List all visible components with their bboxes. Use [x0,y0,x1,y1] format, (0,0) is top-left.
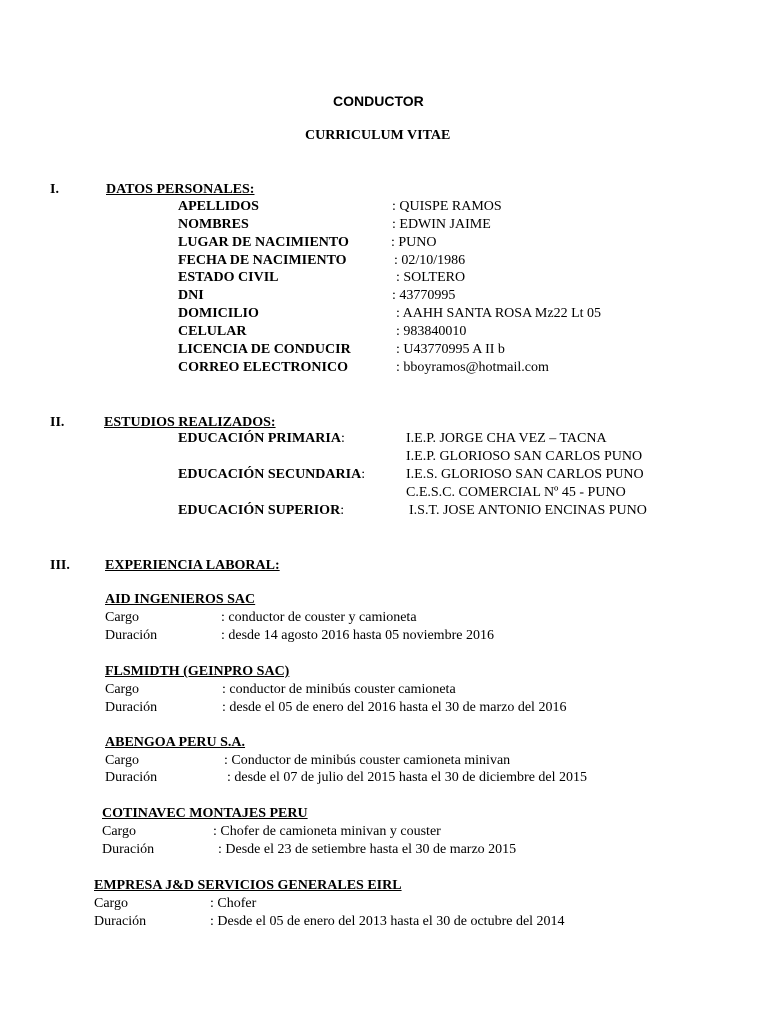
job-cargo-label: Cargo [105,610,139,625]
field-value-dni: : 43770995 [392,288,456,303]
section-numeral-1: I. [50,182,59,197]
field-value-estado-civil: : SOLTERO [396,270,466,285]
field-label-nombres: NOMBRES [178,217,249,232]
field-value-fecha-nacimiento: : 02/10/1986 [394,253,466,268]
field-value-licencia: : U43770995 A II b [396,342,505,357]
job-duracion-label: Duración [102,842,155,857]
job-cargo-value: : Chofer de camioneta minivan y couster [213,824,441,839]
job-cargo-label: Cargo [105,682,139,697]
job-company: COTINAVEC MONTAJES PERU [102,806,308,821]
job-cargo-value: : conductor de minibús couster camioneta [222,682,456,697]
field-value-domicilio: : AAHH SANTA ROSA Mz22 Lt 05 [396,306,602,321]
job-duracion-label: Duración [105,770,158,785]
document-subtitle: CURRICULUM VITAE [305,128,451,143]
section-heading-datos-personales: DATOS PERSONALES: [106,182,255,197]
field-value-correo: : bboyramos@hotmail.com [396,360,549,375]
field-value-nombres: : EDWIN JAIME [392,217,491,232]
section-numeral-2: II. [50,415,65,430]
field-label-estado-civil: ESTADO CIVIL [178,270,279,285]
job-duracion-value: : desde el 07 de julio del 2015 hasta el 30 de diciembre del 2015 [227,770,588,785]
job-cargo-label: Cargo [94,896,128,911]
job-company: ABENGOA PERU S.A. [105,735,246,750]
edu-superior-school-1: I.S.T. JOSE ANTONIO ENCINAS PUNO [409,503,647,518]
job-duracion-value: : Desde el 05 de enero del 2013 hasta el 30 de octubre del 2014 [210,914,565,929]
edu-primaria-label: EDUCACIÓN PRIMARIA [178,431,341,446]
field-label-licencia: LICENCIA DE CONDUCIR [178,342,351,357]
field-value-lugar-nacimiento: : PUNO [391,235,437,250]
edu-primaria-school-2: I.E.P. GLORIOSO SAN CARLOS PUNO [406,449,643,464]
section-heading-experiencia: EXPERIENCIA LABORAL: [105,558,280,573]
edu-secundaria-school-1: I.E.S. GLORIOSO SAN CARLOS PUNO [406,467,644,482]
job-duracion-value: : desde 14 agosto 2016 hasta 05 noviembre 2016 [221,628,494,643]
edu-superior-colon: : [340,503,345,518]
job-cargo-value: : conductor de couster y camioneta [221,610,417,625]
job-cargo-label: Cargo [102,824,136,839]
field-value-apellidos: : QUISPE RAMOS [392,199,502,214]
edu-superior-label: EDUCACIÓN SUPERIOR [178,503,341,518]
job-cargo-label: Cargo [105,753,139,768]
edu-primaria-colon: : [340,431,345,446]
edu-secundaria-label: EDUCACIÓN SECUNDARIA [178,467,362,482]
edu-secundaria-school-2: C.E.S.C. COMERCIAL Nº 45 - PUNO [406,485,626,500]
section-numeral-3: III. [50,558,70,573]
job-company: EMPRESA J&D SERVICIOS GENERALES EIRL [94,878,402,893]
field-value-celular: : 983840010 [396,324,467,339]
job-duracion-label: Duración [94,914,147,929]
job-company: FLSMIDTH (GEINPRO SAC) [105,664,290,679]
job-duracion-label: Duración [105,628,158,643]
job-cargo-value: : Conductor de minibús couster camioneta minivan [224,753,511,768]
field-label-correo: CORREO ELECTRONICO [178,360,348,375]
edu-primaria-row [178,430,345,448]
edu-superior-row [178,502,344,520]
field-label-apellidos: APELLIDOS [178,199,259,214]
field-label-domicilio: DOMICILIO [178,306,259,321]
job-cargo-value: : Chofer [210,896,257,911]
job-duracion-value: : desde el 05 de enero del 2016 hasta el 30 de marzo del 2016 [222,700,567,715]
job-company: AID INGENIEROS SAC [105,592,256,607]
job-duracion-label: Duración [105,700,158,715]
edu-primaria-school-1: I.E.P. JORGE CHA VEZ – TACNA [406,431,607,446]
document-title: CONDUCTOR [333,93,424,109]
section-heading-estudios: ESTUDIOS REALIZADOS: [104,415,276,430]
field-label-dni: DNI [178,288,204,303]
edu-secundaria-row [178,466,365,484]
field-label-celular: CELULAR [178,324,247,339]
job-duracion-value: : Desde el 23 de setiembre hasta el 30 de marzo 2015 [218,842,517,857]
field-label-lugar-nacimiento: LUGAR DE NACIMIENTO [178,235,349,250]
field-label-fecha-nacimiento: FECHA DE NACIMIENTO [178,253,347,268]
edu-secundaria-colon: : [361,467,366,482]
